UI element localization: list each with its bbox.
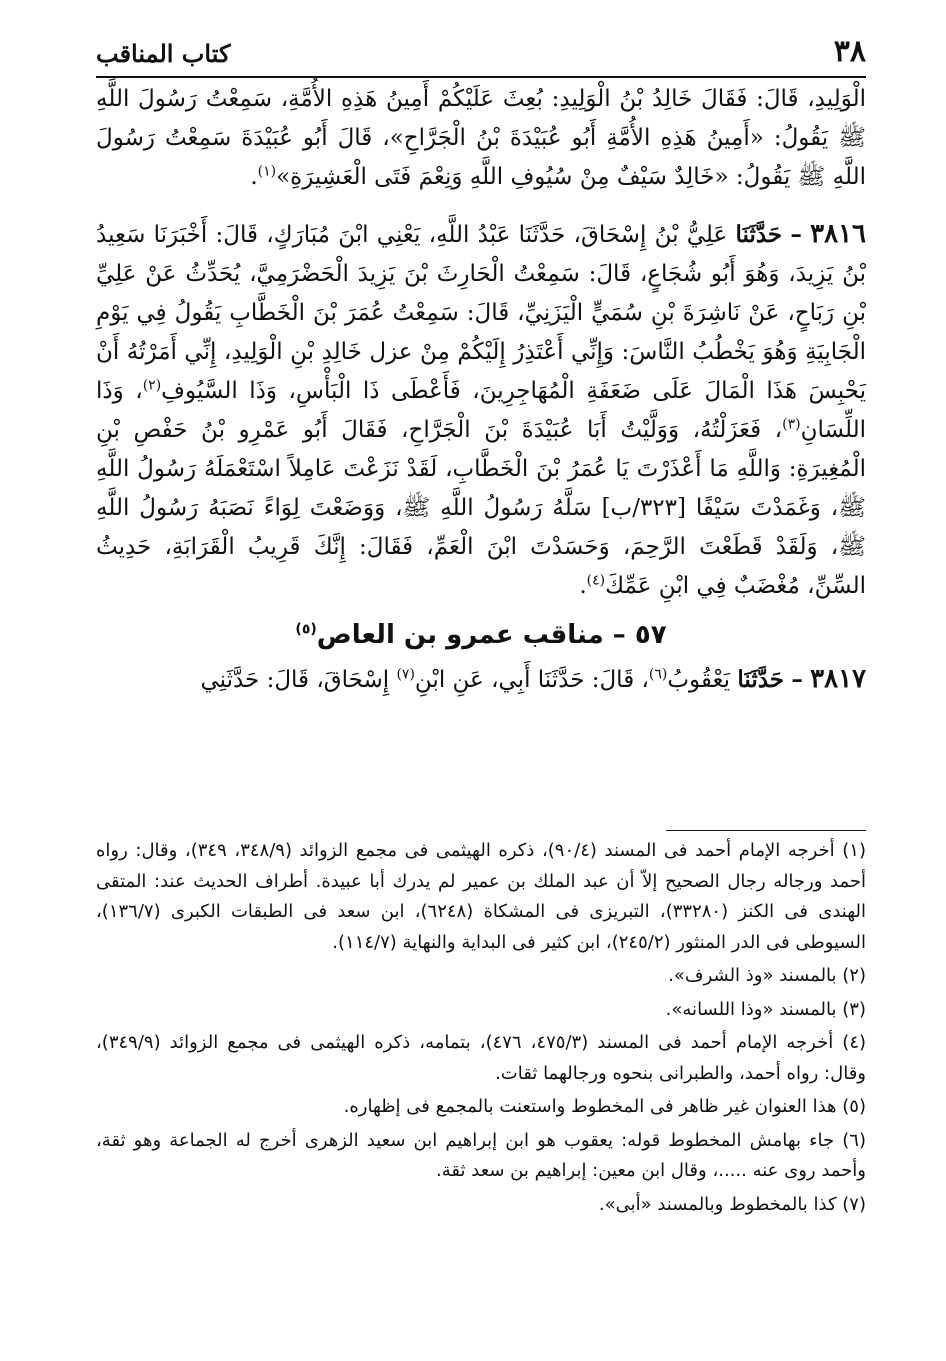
footnote-ref-7[interactable]: (٧): [396, 666, 415, 683]
footnote-1: (١) أخرجه الإمام أحمد فى المسند (٩٠/٤)، ذكره الهيثمى فى مجمع الزوائد (٣٤٨/٩، ٣٤٩)، وقال: رواه أحمد ورجاله رجال الصحيح إلاّ أن عبد الملك بن عمير لم يدرك أبا عبيدة. أطراف الحديث عند: المتقى الهندى فى الكنز (٣٣٢٨٠)، التبريزى فى المشكاة (٦٢٤٨)، ابن سعد فى الطبقات الكبرى (١٣٦/٧)، السيوطى فى الدر المنثور (٢٤٥/٢)، ابن كثير فى البداية والنهاية (١١٤/٧).: [96, 840, 866, 953]
hadith-3816: [96, 215, 866, 606]
hadith-dash: –: [791, 666, 803, 693]
hadith-lead-word: حَدَّثَنَا: [737, 666, 785, 693]
hadith-text: ، فَعَزَلْتُهُ، وَوَلَّيْتُ أَبَا عُبَيْدَةَ بْنَ الْجَرَّاحِ، فَقَالَ أَبُو عَمْرِو بْنُ حَفْصِ بْنِ الْمُغِيرَةِ: وَاللَّهِ مَا أَعْذَرْتَ يَا عُمَرُ بْنَ الْخَطَّابِ، لَقَدْ نَزَعْتَ عَامِلاً اسْتَعْمَلَهُ رَسُولُ اللَّهِ ﷺ، وَغَمَدْتَ سَيْفًا [٣٢٣/ب] سَلَّهُ رَسُولُ اللَّهِ ﷺ، وَوَضَعْتَ لِوَاءً نَصَبَهُ رَسُولُ اللَّهِ ﷺ، وَلَقَدْ قَطَعْتَ الرَّحِمَ، وَحَسَدْتَ ابْنَ الْعَمِّ، فَقَالَ: إِنَّكَ قَرِيبُ الْقَرَابَةِ، حَدِيثُ السِّنِّ، مُغْضَبٌ فِي ابْنِ عَمِّكَ: [96, 417, 866, 599]
hadith-3817: [96, 660, 866, 700]
footnote-4: (٤) أخرجه الإمام أحمد فى المسند (٤٧٥/٣، ٤٧٦)، بتمامه، ذكره الهيثمى فى مجمع الزوائد (٣٤٩/٩)، وقال: رواه أحمد، والطبرانى بنحوه ورجالهما ثقات.: [96, 1032, 867, 1084]
footnote-5: (٥) هذا العنوان غير ظاهر فى المخطوط واستعنت بالمجمع فى إظهاره.: [343, 1096, 866, 1117]
footnote-divider: [666, 830, 866, 831]
hadith-text: ، وَذَا اللِّسَانِ: [96, 378, 866, 443]
continuation-end: .: [250, 164, 258, 190]
hadith-number: ٣٨١٦: [810, 219, 866, 249]
running-title: كتاب المناقب: [96, 39, 231, 68]
hadith-lead-word: حَدَّثَنَا: [735, 221, 783, 248]
footnote-6: (٦) جاء بهامش المخطوط قوله: يعقوب هو ابن إبراهيم ابن سعيد الزهرى أخرج له الجماعة وهو ثقة، وأحمد روى عنه .....، وقال ابن معين: إبراهيم بن سعد ثقة.: [96, 1129, 866, 1181]
page-number: ٣٨: [833, 34, 866, 69]
hadith-text: ، قَالَ: حَدَّثَنَا أَبِي، عَنِ ابْنِ: [414, 667, 649, 693]
hadith-number: ٣٨١٧: [810, 664, 866, 694]
hadith-text: عَلِيُّ بْنُ إِسْحَاقَ، حَدَّثَنَا عَبْدُ اللَّهِ، يَعْنِي ابْنَ مُبَارَكٍ، قَالَ: أَخْبَرَنَا سَعِيدُ بْنُ يَزِيدَ، وَهُوَ أَبُو شُجَاعٍ، قَالَ: سَمِعْتُ الْحَارِثَ بْنَ يَزِيدَ الْحَضْرَمِيَّ، يُحَدِّثُ عَنْ عَلِيِّ بْنِ رَبَاحٍ، عَنْ نَاشِرَةَ بْنِ سُمَيٍّ الْيَزَنِيِّ، قَالَ: سَمِعْتُ عُمَرَ بْنَ الْخَطَّابِ يَقُولُ فِي يَوْمِ الْجَابِيَةِ وَهُوَ يَخْطُبُ النَّاسَ: وَإِنِّي أَعْتَذِرُ إِلَيْكُمْ مِنْ عزل خَالِدِ بْنِ الْوَلِيدِ، إِنِّي أَمَرْتُهُ أَنْ يَحْبِسَ هَذَا الْمَالَ عَلَى ضَعَفَةِ الْمُهَاجِرِينَ، فَأَعْطَى ذَا الْبَأْسِ، وَذَا السَّيُوفِ: [96, 222, 866, 404]
footnote-ref-5[interactable]: (٥): [295, 621, 317, 638]
main-text: [96, 80, 866, 700]
paragraph-continuation: [96, 80, 866, 197]
footnote-ref-4[interactable]: (٤): [586, 572, 606, 589]
footnote-3: (٣) بالمسند «وذا اللسانه».: [665, 998, 866, 1020]
section-heading: [96, 616, 866, 654]
hadith-text: يَعْقُوبُ: [667, 667, 731, 693]
footnote-ref-2[interactable]: (٢): [142, 377, 162, 394]
footnote-ref-6[interactable]: (٦): [648, 666, 668, 683]
footnote-ref-1[interactable]: (١): [257, 163, 277, 180]
footnotes-block: [96, 836, 866, 1220]
continuation-text: الْوَلِيدِ، قَالَ: فَقَالَ خَالِدُ بْنُ الْوَلِيدِ: بُعِثَ عَلَيْكُمْ أَمِينُ هَذِهِ الأُمَّةِ، سَمِعْتُ رَسُولَ اللَّهِ ﷺ يَقُولُ: «أَمِينُ هَذِهِ الأُمَّةِ أَبُو عُبَيْدَةَ بْنُ الْجَرَّاحِ»، قَالَ أَبُو عُبَيْدَةَ سَمِعْتُ رَسُولَ اللَّهِ ﷺ يَقُولُ: «خَالِدٌ سَيْفٌ مِنْ سُيُوفِ اللَّهِ وَنِعْمَ فَتَى الْعَشِيرَةِ»: [96, 86, 866, 190]
hadith-end: .: [579, 573, 587, 599]
section-title-text: ٥٧ – مناقب عمرو بن العاص: [316, 620, 667, 650]
footnote-2: (٢) بالمسند «وذ الشرف».: [668, 965, 866, 986]
hadith-dash: –: [790, 221, 802, 248]
hadith-text: إِسْحَاقَ، قَالَ: حَدَّثَنِي: [200, 667, 397, 693]
footnote-ref-3[interactable]: (٣): [782, 416, 801, 433]
page-header: [96, 32, 866, 78]
footnote-7: (٧) كذا بالمخطوط وبالمسند «أبى».: [598, 1193, 866, 1215]
